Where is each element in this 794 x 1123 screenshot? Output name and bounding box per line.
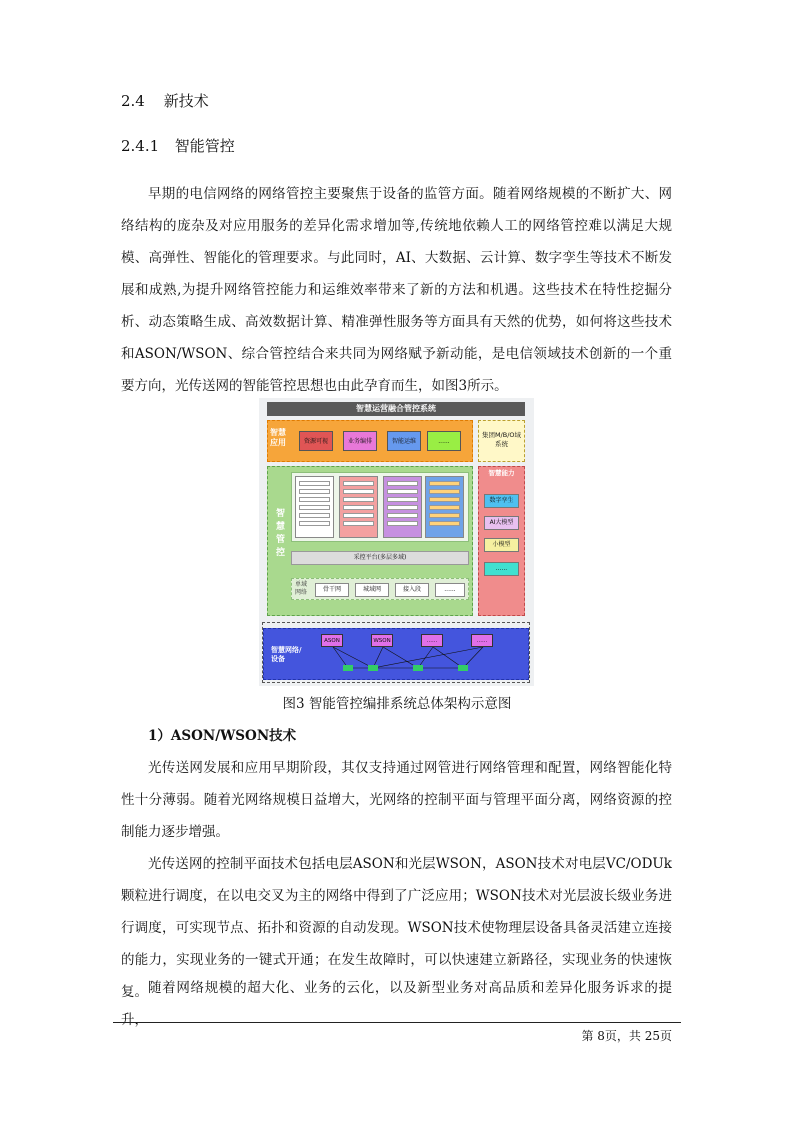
app-chip: ...... — [427, 431, 461, 451]
module-bar — [387, 521, 418, 526]
network-label: 智慧网络/设备 — [271, 646, 302, 663]
network-node: WSON — [371, 634, 393, 647]
app-chip: 资源可视 — [299, 431, 333, 451]
module-column — [425, 476, 464, 538]
single-domain-label: 单域网络 — [295, 581, 308, 596]
app-chip: 智能运维 — [387, 431, 421, 451]
group-system-box: 集团M/B/O域系统 — [478, 420, 525, 462]
module-bar — [429, 489, 460, 494]
figure-title: 智慧运营融合管控系统 — [267, 402, 525, 416]
smart-ability-title: 智慧能力 — [488, 469, 515, 477]
ability-item: 数字孪生 — [484, 494, 519, 508]
network-node: ...... — [421, 634, 443, 647]
subheading-ason-wson: 1）ASON/WSON技术 — [148, 728, 297, 744]
module-bar — [343, 513, 374, 518]
paragraph-continuation: 随着网络规模的超大化、业务的云化，以及新型业务对高品质和差异化服务诉求的提升， — [121, 980, 672, 1028]
paragraph-intro: 早期的电信网络的网络管控主要聚焦于设备的监管方面。随着网络规模的不断扩大、网络结构的庞杂及对应用服务的差异化需求增加等,传统地依赖人工的网络管控难以满足大规模、高弹性、智能化的管理要求。与此同时，AI、大数据、云计算、数字孪生等技术不断发展和成熟,为提升网络管控能力和运维效率带来了新的方法和机遇。这些技术在特性挖掘分析、动态策略生成、高效数据计算、精准弹性服务等方面具有天然的优势，如何将这些技术和ASON/WSON、综合管控结合来共同为网络赋予新动能，是电信领域技术创新的一个重要方向，光传送网的智能管控思想也由此孕育而生，如图3所示。 — [121, 186, 672, 394]
module-column — [295, 476, 334, 538]
module-bar — [343, 497, 374, 502]
figure-caption: 图3 智能管控编排系统总体架构示意图 — [282, 696, 512, 712]
module-bar — [387, 489, 418, 494]
module-bar — [387, 513, 418, 518]
app-chip: 业务编排 — [343, 431, 377, 451]
module-bar — [429, 513, 460, 518]
section-heading-2-4-1 — [121, 135, 235, 156]
ability-item: AI大模型 — [484, 516, 519, 530]
ability-item: ...... — [484, 562, 519, 576]
module-bar — [299, 513, 330, 518]
module-bar — [299, 521, 330, 526]
module-bar — [429, 481, 460, 486]
module-column — [383, 476, 422, 538]
collection-platform: 采控平台(多层多域) — [291, 551, 469, 565]
smart-control-label: 智慧管控 — [276, 509, 286, 558]
module-bar — [299, 489, 330, 494]
footer-rule — [113, 1022, 681, 1023]
module-bar — [343, 505, 374, 510]
module-bar — [387, 481, 418, 486]
domain-item: 接入段 — [395, 583, 429, 597]
module-bar — [387, 505, 418, 510]
module-bar — [429, 521, 460, 526]
module-bar — [429, 497, 460, 502]
smart-app-label: 智慧应用 — [270, 428, 286, 447]
domain-item: 骨干网 — [315, 583, 349, 597]
module-bar — [299, 505, 330, 510]
network-node: ASON — [321, 634, 343, 647]
page-footer: 第 8页，共 25页 — [581, 1029, 672, 1043]
paragraph-control-plane: 光传送网的控制平面技术包括电层ASON和光层WSON，ASON技术对电层VC/ODUk颗粒进行调度，在以电交叉为主的网络中得到了广泛应用；WSON技术对光层波长级业务进行调度，可实现节点、拓扑和资源的自动发现。WSON技术使物理层设备具备灵活建立连接的能力，实现业务的一键式开通；在发生故障时，可以快速建立新路径，实现业务的快速恢复。 — [121, 856, 672, 1000]
ability-item: 小模型 — [484, 538, 519, 552]
section-number: 2.4 — [121, 92, 145, 110]
module-bar — [299, 497, 330, 502]
module-column — [339, 476, 378, 538]
section-heading-2-4 — [121, 90, 209, 111]
module-bar — [429, 505, 460, 510]
module-bar — [387, 497, 418, 502]
module-bar — [299, 481, 330, 486]
paragraph-ason-history: 光传送网发展和应用早期阶段，其仅支持通过网管进行网络管理和配置，网络智能化特性十分薄弱。随着光网络规模日益增大，光网络的控制平面与管理平面分离，网络资源的控制能力逐步增强。 — [121, 760, 672, 840]
domain-item: ...... — [435, 583, 465, 597]
section-title: 新技术 — [163, 92, 209, 110]
subsection-number: 2.4.1 — [121, 137, 160, 155]
module-bar — [343, 481, 374, 486]
network-node: ...... — [471, 634, 493, 647]
module-bar — [343, 521, 374, 526]
module-bar — [343, 489, 374, 494]
domain-item: 城域网 — [355, 583, 389, 597]
subsection-title: 智能管控 — [174, 137, 235, 155]
architecture-figure — [259, 398, 534, 686]
